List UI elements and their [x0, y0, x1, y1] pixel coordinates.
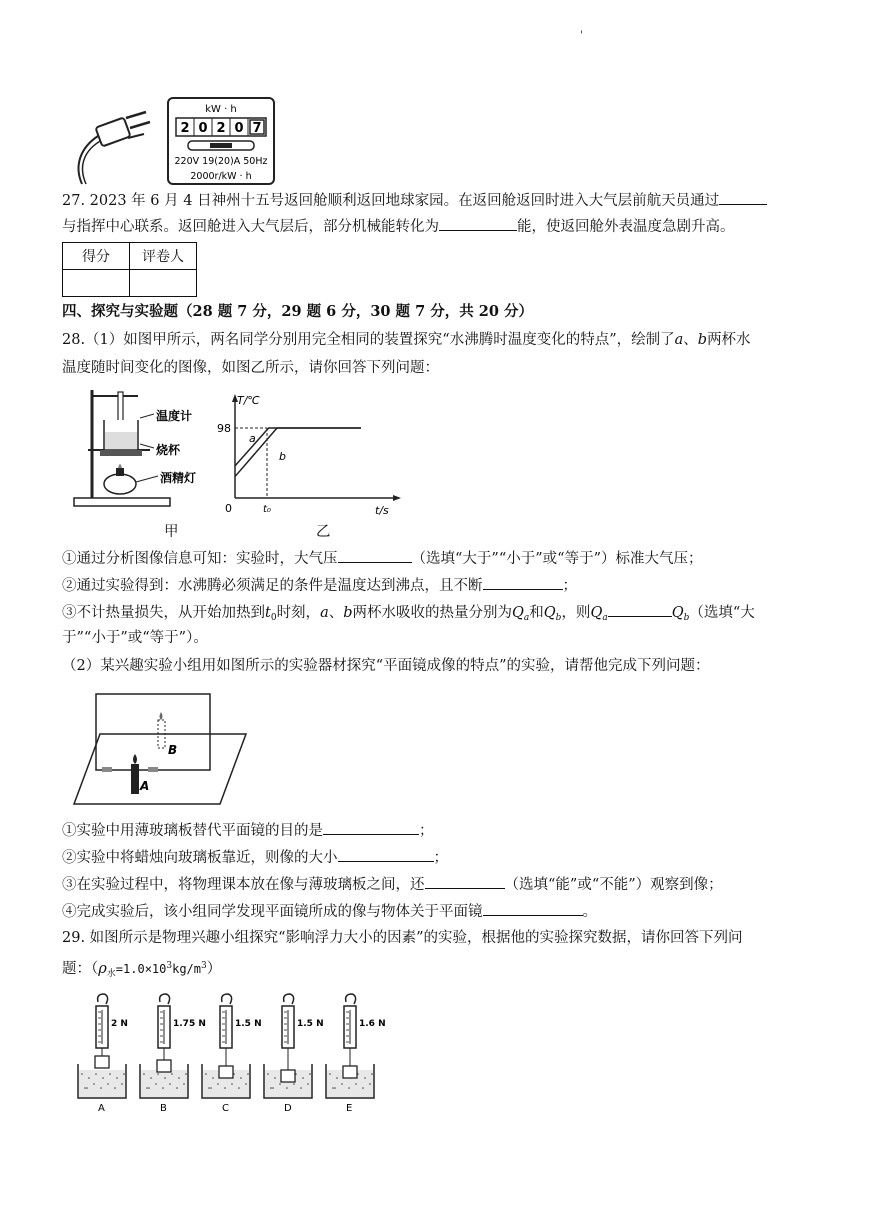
plug-meter-figure: [70, 96, 280, 186]
q28-text: 28.（1）如图甲所示，两名同学分别用完全相同的装置探究“水沸腾时温度变化的特点”，绘制了: [62, 332, 675, 348]
meter-rate: 2000r/kW · h: [190, 171, 252, 182]
q-sub-a: a: [523, 613, 530, 623]
q28-blank-m3[interactable]: [425, 874, 505, 889]
y-axis-label: T/℃: [237, 394, 260, 407]
section-4-title: 四、探究与实验题（28 题 7 分，29 题 6 分，30 题 7 分，共 20 分）: [62, 303, 534, 320]
q29-line2: [62, 956, 221, 984]
var-b: b: [697, 332, 708, 348]
buoyancy-figure: [74, 992, 394, 1114]
rho-symbol: ρ: [98, 961, 107, 977]
meter-disc-icon: [188, 141, 254, 150]
q27-blank-1[interactable]: [719, 190, 767, 205]
meter-digit: 0: [198, 121, 208, 136]
q28-text: ，则: [561, 605, 591, 621]
label-lamp: 酒精灯: [160, 471, 197, 485]
q28-text: （选填“大于”“小于”或“等于”）标准大气压；: [411, 551, 703, 567]
setup-label: D: [284, 1103, 292, 1114]
q-sub-a: a: [602, 613, 608, 623]
q-sub-b: b: [555, 613, 562, 623]
block-icon: [343, 1066, 357, 1078]
hand-icon: [284, 994, 294, 1004]
rho-unit: kg/m: [172, 962, 202, 976]
rho-unit-exp: 3: [201, 961, 207, 971]
grader-cell[interactable]: [130, 270, 197, 297]
label-thermometer: 温度计: [156, 409, 193, 423]
q28-s3: [62, 602, 755, 628]
q27-text: 与指挥中心联系。返回舱进入大气层后，部分机械能转化为: [62, 219, 439, 235]
setup-label: B: [160, 1103, 167, 1114]
setup-A: [78, 994, 128, 1114]
q27-text: 27. 2023 年 6 月 4 日神州十五号返回舱顺利返回地球家园。在返回舱返回时进入大气层前航天员通过: [62, 193, 720, 209]
liquid: [141, 1070, 187, 1097]
q27-blank-2[interactable]: [439, 216, 517, 231]
block-icon: [219, 1066, 233, 1078]
q28-text: 和: [529, 605, 544, 621]
q28-blank-m2[interactable]: [338, 847, 434, 862]
score-table: [62, 242, 197, 297]
y-tick-98: 98: [217, 422, 231, 435]
q28-text: 。: [582, 904, 597, 920]
q28-text: 两杯水: [707, 332, 751, 348]
line-a-label: a: [249, 432, 256, 445]
x-tick-t0: t₀: [263, 504, 271, 515]
q-symbol: Q: [543, 605, 556, 621]
q28-s2: [62, 575, 577, 596]
setup-B: [140, 994, 206, 1114]
var-a: a: [674, 332, 684, 348]
q27-line1: [62, 190, 767, 211]
q28-text: ③不计热量损失，从开始加热到: [62, 605, 265, 621]
q29-line1: 29. 如图所示是物理兴趣小组探究“影响浮力大小的因素”的实验，根据他的实验探究数据，请你回答下列问: [62, 930, 743, 946]
setup-E: [326, 994, 386, 1114]
scale-reading: 1.6 N: [359, 1019, 386, 1029]
t0-symbol: t: [265, 605, 271, 621]
q28-blank-1[interactable]: [338, 548, 412, 563]
hand-icon: [160, 994, 170, 1004]
q28-text: ④完成实验后，该小组同学发现平面镜所成的像与物体关于平面镜: [62, 904, 483, 920]
line-b-label: b: [279, 450, 286, 463]
q28-m1: [62, 820, 434, 841]
q-symbol: Q: [671, 605, 684, 621]
rho-exp: 3: [166, 961, 173, 971]
beaker-icon: [104, 420, 138, 450]
q28-intro-line2: 温度随时间变化的图像，如图乙所示，请你回答下列问题：: [62, 360, 439, 376]
q28-blank-m1[interactable]: [323, 820, 419, 835]
q29-text: 题：（: [62, 961, 99, 977]
hand-icon: [222, 994, 232, 1004]
hand-icon: [98, 994, 108, 1004]
q28-m2: [62, 847, 448, 868]
label-a: A: [140, 779, 150, 793]
q28-text: ①实验中用薄玻璃板替代平面镜的目的是: [62, 823, 323, 839]
q28-text: ；: [562, 578, 577, 594]
table-surface: [74, 734, 246, 804]
q28-blank-m4[interactable]: [483, 901, 583, 916]
grader-header: 评卷人: [130, 243, 197, 270]
score-cell[interactable]: [63, 270, 130, 297]
scale-reading: 1.5 N: [297, 1019, 324, 1029]
plane-mirror-figure: [70, 690, 250, 810]
meter-spec: 220V 19(20)A 50Hz: [174, 156, 268, 167]
origin-label: 0: [225, 502, 232, 515]
fig-jia-apparatus: [70, 386, 220, 516]
score-header: 得分: [63, 243, 130, 270]
q28-part2-intro: （2）某兴趣实验小组用如图所示的实验器材探究“平面镜成像的特点”的实验，请帮他完成下列问题：: [62, 658, 710, 674]
q28-m4: [62, 901, 597, 922]
q28-text: 、: [328, 605, 344, 621]
var-b: b: [343, 605, 353, 621]
header-mark: ': [580, 30, 583, 41]
block-icon: [157, 1060, 171, 1072]
q28-m3: [62, 874, 723, 895]
caption-yi: 乙: [316, 524, 331, 540]
plug-icon: [79, 112, 150, 184]
q28-blank-3[interactable]: [608, 602, 672, 617]
q28-s1: [62, 548, 702, 569]
setup-C: [202, 994, 262, 1114]
q28-text: 两杯水吸收的热量分别为: [352, 605, 513, 621]
setup-label: C: [222, 1103, 229, 1114]
q28-text: ①通过分析图像信息可知：实验时，大气压: [62, 551, 338, 567]
q28-text: ；: [433, 850, 448, 866]
q28-blank-2[interactable]: [483, 575, 563, 590]
setup-D: [264, 994, 324, 1114]
meter-digit: 7: [252, 121, 262, 136]
block-icon: [95, 1056, 109, 1068]
q28-text: （选填“能”或“不能”）观察到像；: [504, 877, 723, 893]
q-symbol: Q: [590, 605, 603, 621]
meter-digit: 2: [216, 121, 226, 136]
fig-yi-graph: [205, 390, 410, 520]
q28-text: 时刻，: [276, 605, 321, 621]
var-a: a: [320, 605, 329, 621]
hand-icon: [346, 994, 356, 1004]
scale-reading: 2 N: [111, 1019, 128, 1029]
meter-digits: [176, 118, 266, 136]
q28-text: ③在实验过程中，将物理课本放在像与薄玻璃板之间，还: [62, 877, 425, 893]
q-sub-b: b: [683, 613, 690, 623]
q-symbol: Q: [512, 605, 524, 621]
meter-unit: kW · h: [205, 104, 237, 115]
setup-label: A: [98, 1103, 105, 1114]
block-icon: [281, 1070, 295, 1082]
q28-text: （选填“大: [689, 605, 755, 621]
q27-text: 能，使返回舱外表温度急剧升高。: [517, 219, 735, 235]
setup-label: E: [346, 1103, 353, 1114]
scale-reading: 1.75 N: [173, 1019, 206, 1029]
q28-text: ②通过实验得到：水沸腾必须满足的条件是温度达到沸点，且不断: [62, 578, 483, 594]
q28-text: ；: [419, 823, 434, 839]
q28-s3-line2: 于”“小于”或“等于”）。: [62, 630, 208, 646]
meter-digit: 2: [180, 121, 190, 136]
label-beaker: 烧杯: [156, 443, 181, 457]
label-b: B: [168, 743, 178, 757]
caption-jia: 甲: [164, 524, 179, 540]
q28-intro-line1: [62, 330, 751, 350]
alcohol-lamp-icon: [104, 464, 136, 494]
q28-text: ②实验中将蜡烛向玻璃板靠近，则像的大小: [62, 850, 338, 866]
x-axis-label: t/s: [375, 504, 389, 517]
q27-line2: [62, 216, 735, 237]
rho-sub: 水: [106, 969, 116, 979]
scale-reading: 1.5 N: [235, 1019, 262, 1029]
q29-text: ）: [206, 961, 222, 977]
meter-digit: 0: [234, 121, 244, 136]
liquid: [79, 1070, 125, 1097]
q28-text: 、: [683, 332, 698, 348]
t0-sub: 0: [270, 613, 277, 623]
rho-value: =1.0×10: [115, 962, 167, 976]
